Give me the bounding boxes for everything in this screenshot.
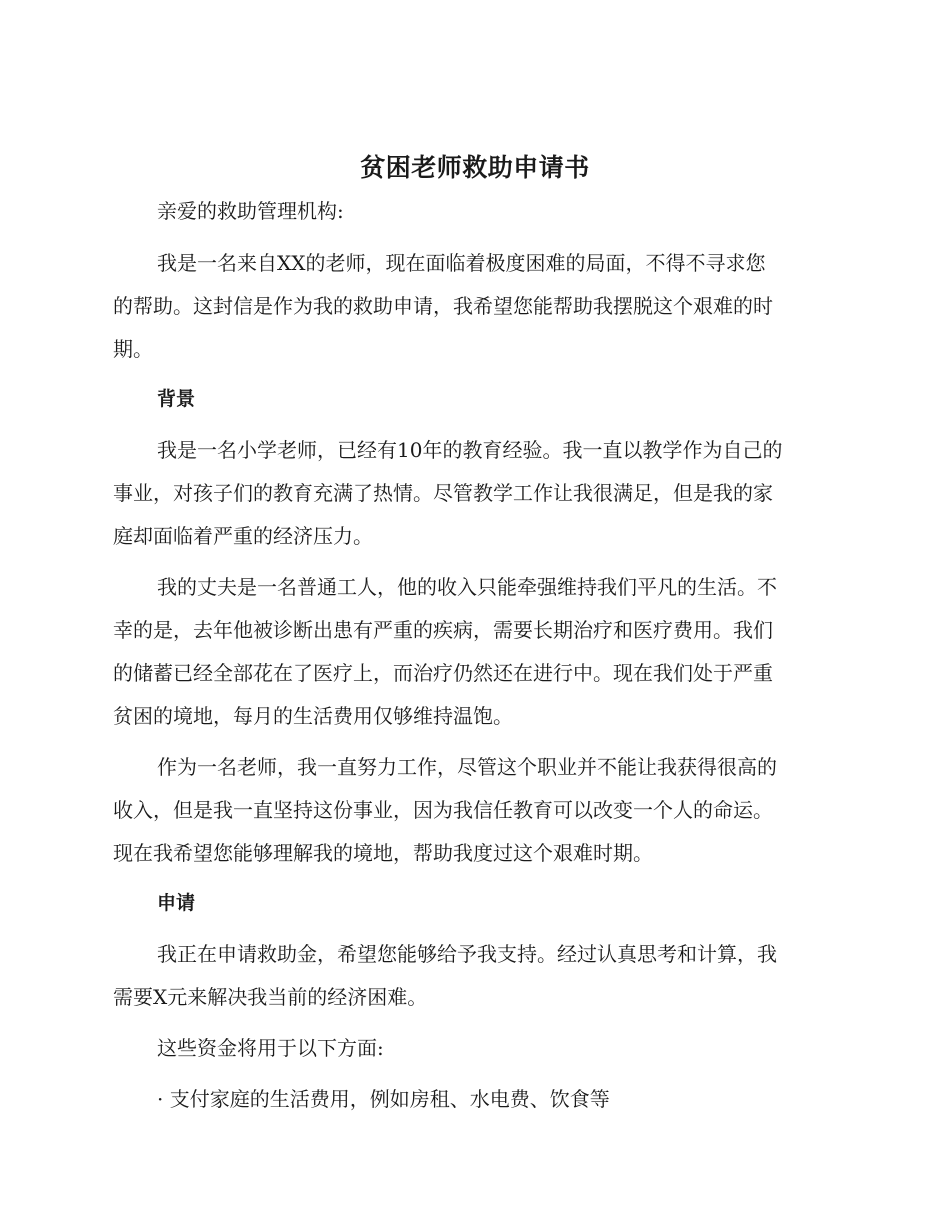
application-p1-line-1: 我正在申请救助金，希望您能够给予我支持。经过认真思考和计算，我 [157,942,777,966]
background-p2-line-3: 的储蓄已经全部花在了医疗上，而治疗仍然还在进行中。现在我们处于严重 [113,661,773,685]
background-p1-line-2: 事业，对孩子们的教育充满了热情。尽管教学工作让我很满足，但是我的家 [113,481,773,505]
background-p1-line-3: 庭却面临着严重的经济压力。 [113,524,373,548]
background-p3-line-2: 收入，但是我一直坚持这份事业，因为我信任教育可以改变一个人的命运。 [113,798,773,822]
section-heading-background: 背景 [157,388,196,410]
funds-intro: 这些资金将用于以下方面: [157,1036,384,1060]
background-p2-line-2: 幸的是，去年他被诊断出患有严重的疾病，需要长期治疗和医疗费用。我们 [113,618,773,642]
intro-line-1: 我是一名来自XX的老师，现在面临着极度困难的局面，不得不寻求您 [157,251,766,275]
section-heading-application: 申请 [157,892,196,914]
bullet-item-1: · 支付家庭的生活费用，例如房租、水电费、饮食等 [157,1087,610,1111]
background-p1-line-1: 我是一名小学老师，已经有10年的教育经验。我一直以教学作为自己的 [157,438,783,462]
document-title: 贫困老师救助申请书 [360,153,590,182]
background-p3-line-3: 现在我希望您能够理解我的境地，帮助我度过这个艰难时期。 [113,841,653,865]
intro-line-2: 的帮助。这封信是作为我的救助申请，我希望您能帮助我摆脱这个艰难的时 [113,294,773,318]
intro-line-3: 期。 [113,337,153,361]
background-p2-line-1: 我的丈夫是一名普通工人，他的收入只能牵强维持我们平凡的生活。不 [157,575,777,599]
background-p3-line-1: 作为一名老师，我一直努力工作，尽管这个职业并不能让我获得很高的 [157,755,777,779]
background-p2-line-4: 贫困的境地，每月的生活费用仅够维持温饱。 [113,704,513,728]
salutation: 亲爱的救助管理机构: [157,199,344,223]
application-p1-line-2: 需要X元来解决我当前的经济困难。 [113,985,428,1009]
